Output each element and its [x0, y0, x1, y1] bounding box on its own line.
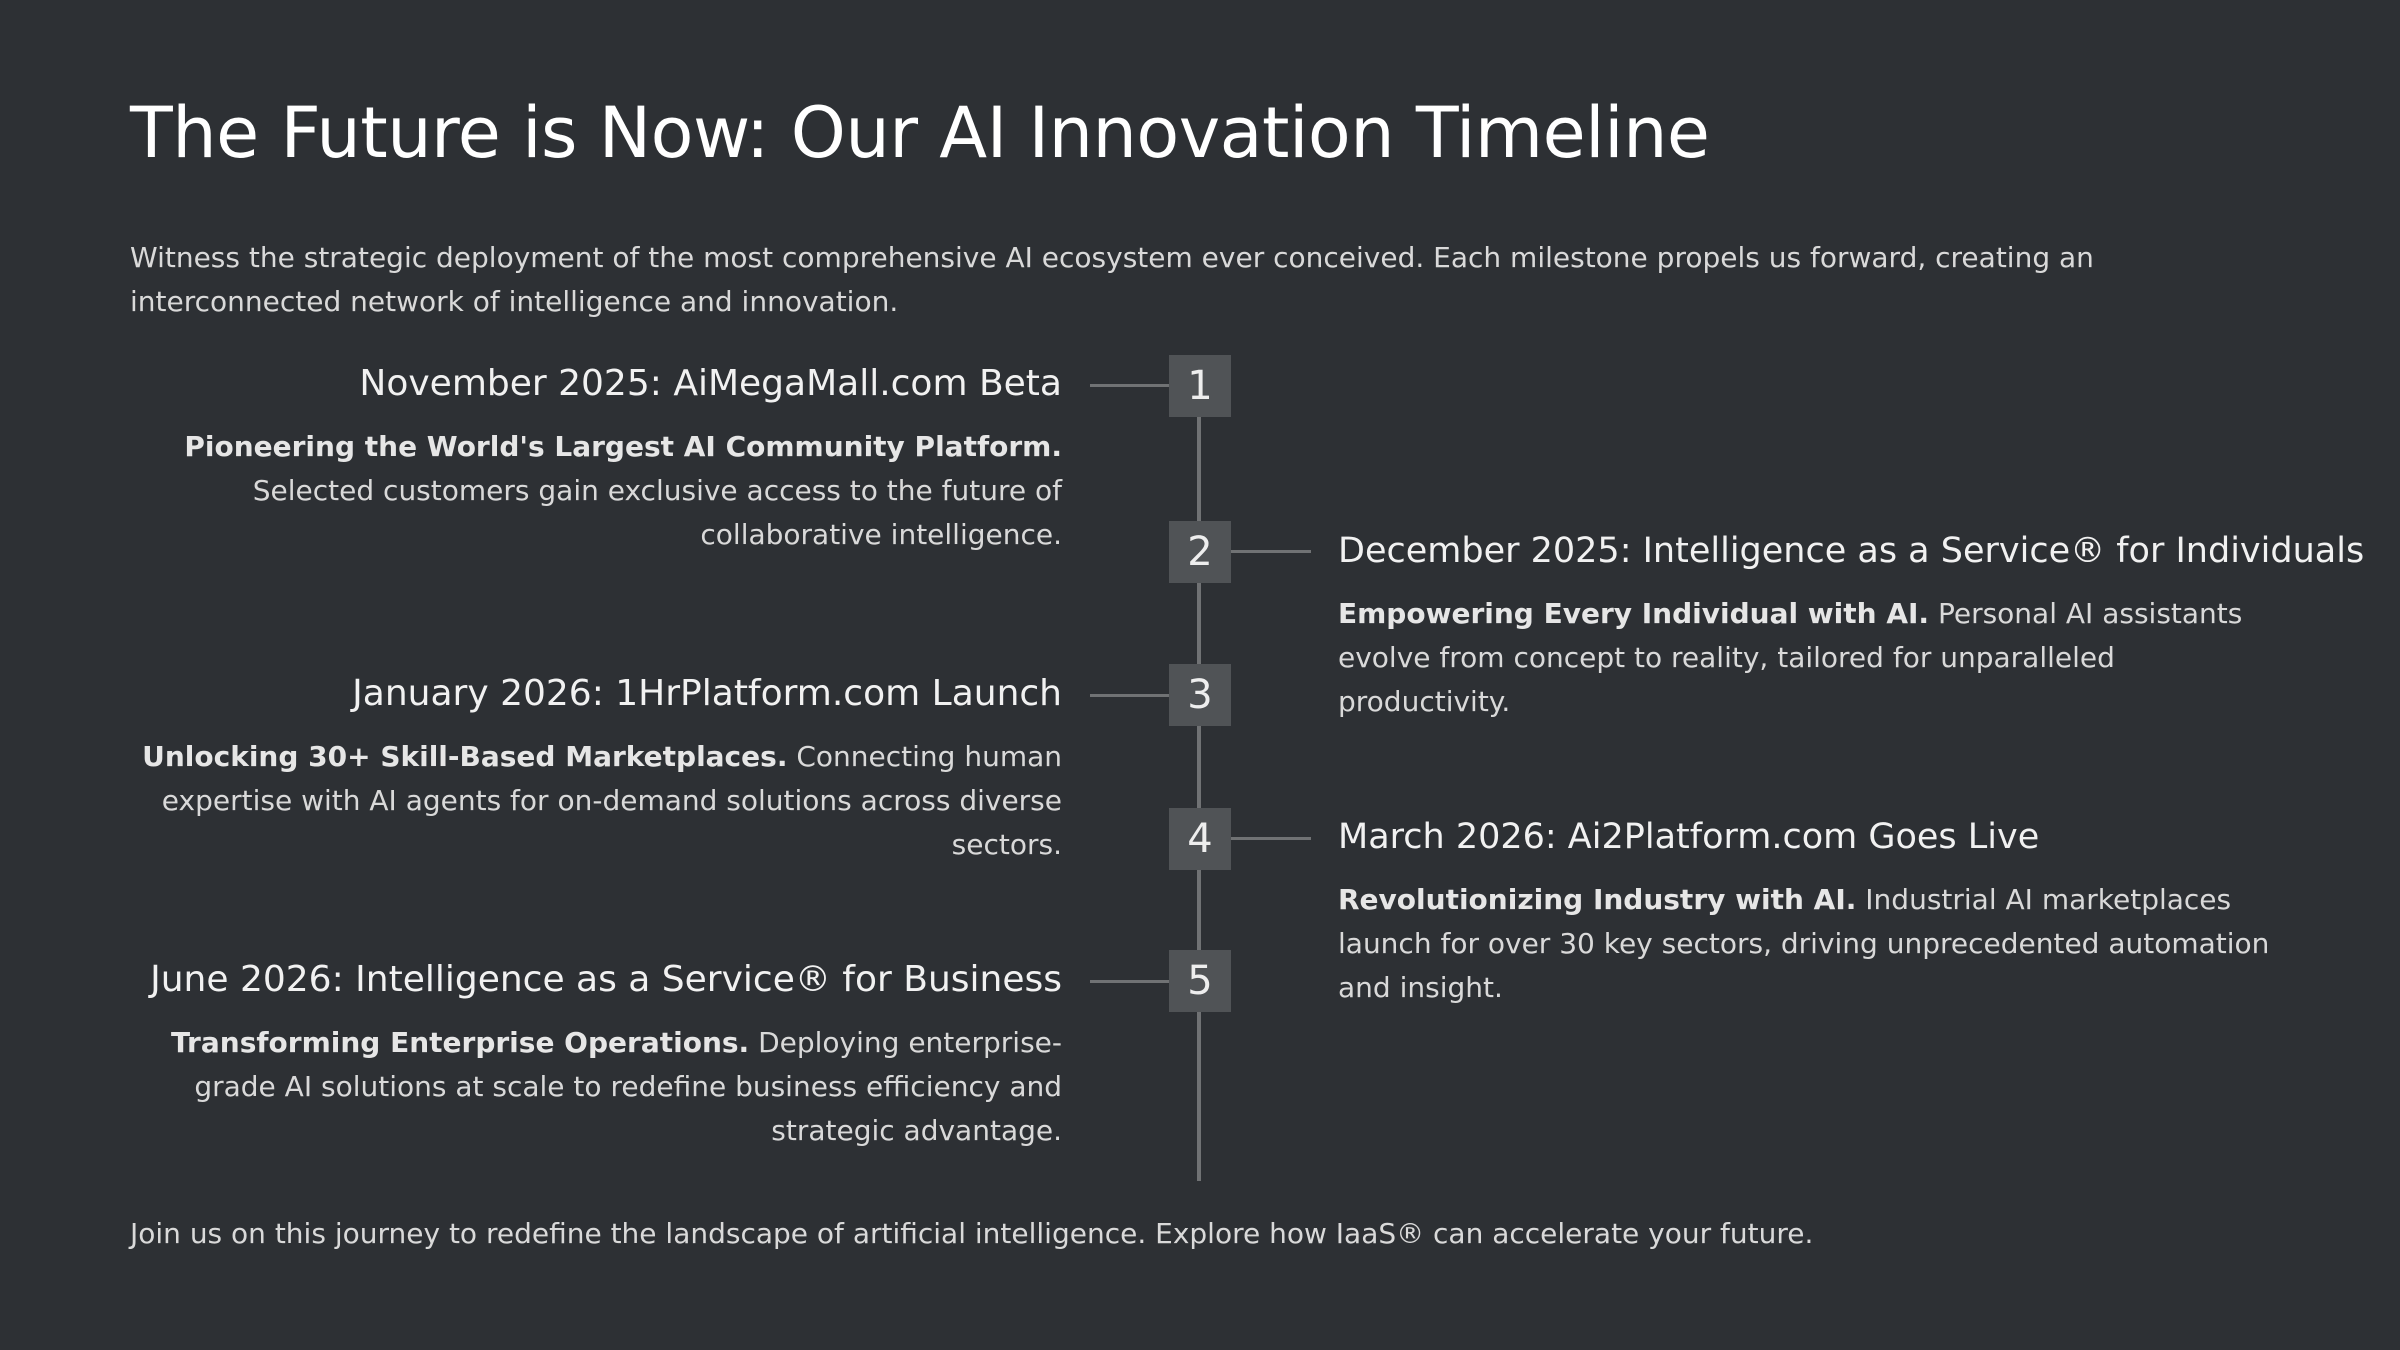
page-title: The Future is Now: Our AI Innovation Timeline — [130, 92, 1710, 174]
milestone-description — [122, 735, 1062, 867]
milestone-lead: Transforming Enterprise Operations. — [171, 1026, 750, 1059]
milestone-body: Selected customers gain exclusive access to the future of collaborative intelligence. — [252, 474, 1062, 551]
milestone-2 — [1338, 526, 2365, 724]
intro-text: Witness the strategic deployment of the most comprehensive AI ecosystem ever conceived. Each milestone propels us forward, creating an interconnected network of intelligence and innovation. — [130, 241, 2094, 318]
milestone-lead: Unlocking 30+ Skill-Based Marketplaces. — [142, 740, 788, 773]
milestone-description — [122, 425, 1062, 557]
timeline-axis — [1197, 385, 1201, 1181]
milestone-body: Connecting human expertise with AI agents for on-demand solutions across diverse sectors. — [161, 740, 1062, 861]
milestone-marker-4: 4 — [1169, 808, 1231, 870]
milestone-3 — [122, 669, 1062, 867]
connector-3 — [1090, 694, 1170, 697]
connector-1 — [1090, 384, 1170, 387]
milestone-heading: December 2025: Intelligence as a Service® for Individuals — [1338, 531, 2365, 571]
milestone-description — [1338, 592, 2278, 724]
milestone-marker-2: 2 — [1169, 521, 1231, 583]
milestone-marker-5: 5 — [1169, 950, 1231, 1012]
milestone-lead: Empowering Every Individual with AI. — [1338, 597, 1930, 630]
milestone-lead: Pioneering the World's Largest AI Community Platform. — [184, 430, 1062, 463]
connector-2 — [1231, 550, 1311, 553]
milestone-marker-3: 3 — [1169, 664, 1231, 726]
milestone-body: Personal AI assistants evolve from concept to reality, tailored for unparalleled productivity. — [1338, 597, 2243, 718]
footer-text: Join us on this journey to redefine the landscape of artificial intelligence. Explore how IaaS® can accelerate your future. — [130, 1217, 1814, 1250]
milestone-heading: June 2026: Intelligence as a Service® for Business — [150, 959, 1062, 1000]
milestone-body: Industrial AI marketplaces launch for over 30 key sectors, driving unprecedented automation and insight. — [1338, 883, 2270, 1004]
milestone-description — [122, 1021, 1062, 1153]
connector-4 — [1231, 837, 1311, 840]
milestone-heading: March 2026: Ai2Platform.com Goes Live — [1338, 817, 2040, 857]
connector-5 — [1090, 980, 1170, 983]
milestone-heading: November 2025: AiMegaMall.com Beta — [359, 363, 1062, 404]
milestone-marker-1: 1 — [1169, 355, 1231, 417]
milestone-heading: January 2026: 1HrPlatform.com Launch — [352, 673, 1062, 714]
milestone-5 — [122, 955, 1062, 1153]
milestone-1 — [122, 359, 1062, 557]
milestone-lead: Revolutionizing Industry with AI. — [1338, 883, 1857, 916]
milestone-body: Deploying enterprise-grade AI solutions at scale to redefine business efficiency and strategic advantage. — [194, 1026, 1062, 1147]
milestone-4 — [1338, 812, 2278, 1010]
milestone-description — [1338, 878, 2278, 1010]
